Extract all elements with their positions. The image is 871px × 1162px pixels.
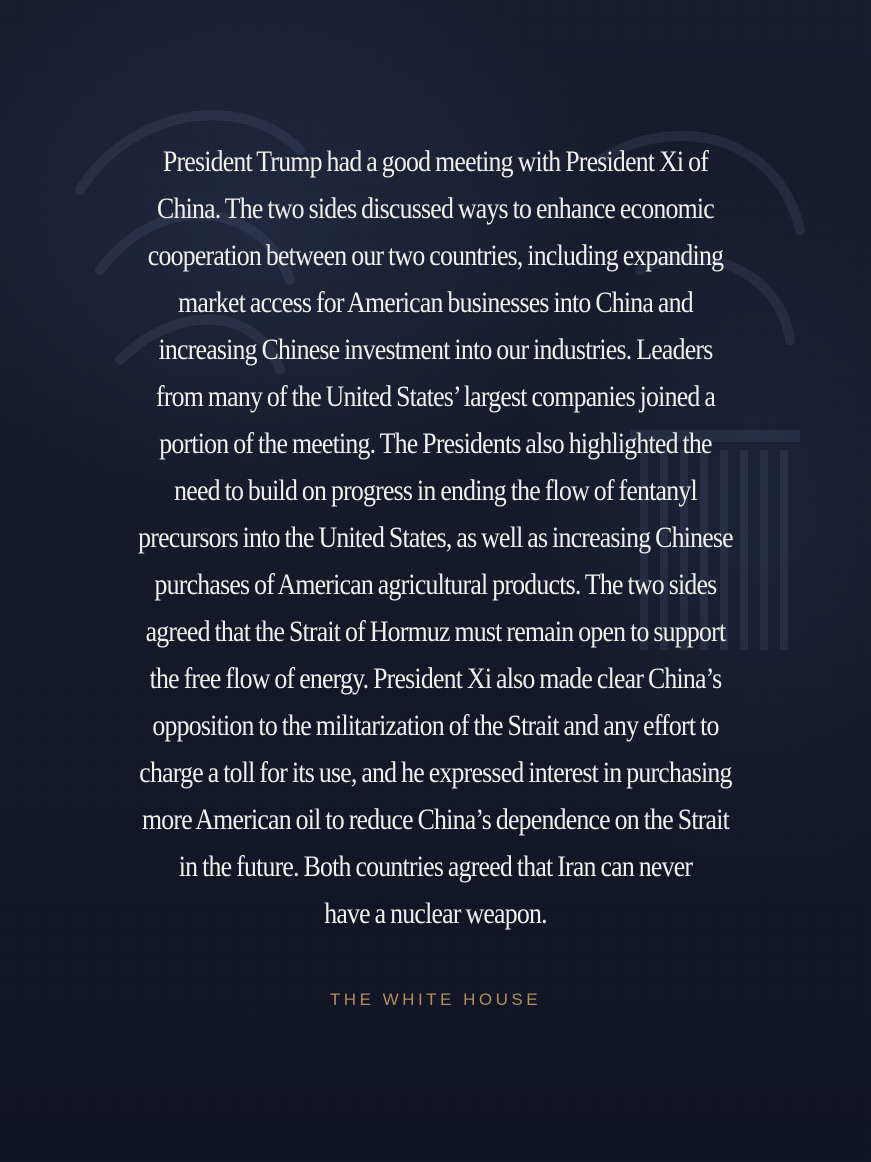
statement-line: portion of the meeting. The Presidents also highlighted the bbox=[159, 427, 712, 460]
statement-line: China. The two sides discussed ways to enhance economic bbox=[157, 192, 714, 225]
statement-line: opposition to the militarization of the Strait and any effort to bbox=[152, 709, 719, 742]
statement-line: more American oil to reduce China’s dependence on the Strait bbox=[141, 803, 730, 836]
statement-line: need to build on progress in ending the flow of fentanyl bbox=[174, 474, 697, 507]
statement-line: from many of the United States’ largest companies joined a bbox=[155, 380, 715, 413]
statement-line: precursors into the United States, as well as increasing Chinese bbox=[138, 521, 733, 554]
statement-line: cooperation between our two countries, including expanding bbox=[147, 239, 724, 272]
statement-line: increasing Chinese investment into our industries. Leaders bbox=[158, 333, 713, 366]
statement-line: agreed that the Strait of Hormuz must remain open to support bbox=[145, 615, 726, 648]
statement-line: the free flow of energy. President Xi also made clear China’s bbox=[149, 662, 722, 695]
statement-text bbox=[130, 138, 741, 937]
statement-line: President Trump had a good meeting with President Xi of bbox=[162, 145, 709, 178]
statement-line: market access for American businesses into China and bbox=[178, 286, 693, 319]
statement-line: purchases of American agricultural products. The two sides bbox=[154, 568, 717, 601]
statement-line: in the future. Both countries agreed that Iran can never bbox=[178, 850, 693, 883]
statement-line: have a nuclear weapon. bbox=[324, 897, 547, 930]
signature-the-white-house: THE WHITE HOUSE bbox=[329, 990, 542, 1009]
statement-line: charge a toll for its use, and he expressed interest in purchasing bbox=[139, 756, 732, 789]
